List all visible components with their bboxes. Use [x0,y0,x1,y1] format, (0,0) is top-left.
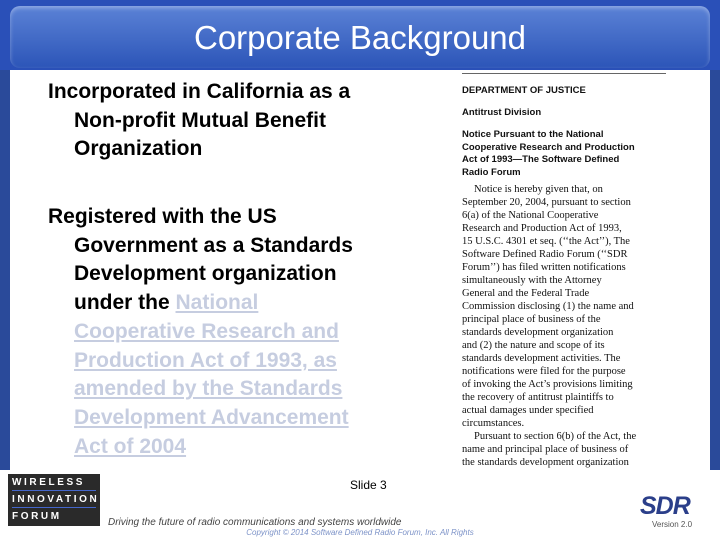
notice-line: and (2) the nature and scope of its [462,340,605,351]
slide-number: Slide 3 [350,478,387,492]
sdr-forum-logo [636,492,708,532]
notice-title-line: Act of 1993—The Software Defined [462,154,620,165]
notice-line: Software Defined Radio Forum (‘‘SDR [462,249,628,260]
logo-row: WIRELESS [12,476,96,491]
copyright-notice: Copyright © 2014 Software Defined Radio Forum, Inc. All Rights [246,528,474,537]
notice-line: notifications were filed for the purpose [462,366,626,377]
act-link[interactable]: National [175,291,259,315]
notice-line: circumstances. [462,418,525,429]
act-link[interactable]: Cooperative Research and [74,319,339,343]
notice-line: simultaneously with the Attorney [462,275,602,286]
doj-notice-image [462,70,676,468]
paragraph-registration [48,203,418,461]
sdr-logo-version: Version 2.0 [652,520,693,529]
notice-line: Notice is hereby given that, on [474,184,603,195]
notice-body [462,183,636,482]
notice-title-line: Cooperative Research and Production [462,141,635,153]
paragraph-line: Registered with the US [48,205,277,228]
notice-line: principal place of business of the [462,314,601,325]
paragraph-line: Development organization [74,262,337,286]
notice-title-line: Notice Pursuant to the National [462,129,604,140]
paragraph-line: Organization [74,137,203,161]
notice-line: General and the Federal Trade [462,288,590,299]
footer-tagline: Driving the future of radio communications and systems worldwide [108,517,402,528]
act-link[interactable]: amended by the Standards [74,377,343,401]
notice-line: the recovery of antitrust plaintiffs to [462,392,614,403]
notice-line: name and principal place of business of [462,444,629,455]
notice-line: actual damages under specified [462,405,594,416]
slide-content [10,70,710,470]
notice-line: September 20, 2004, pursuant to section [462,197,631,208]
logo-row: FORUM [12,511,62,522]
notice-subheading: Antitrust Division [462,107,542,118]
notice-line: Commission disclosing (1) the name and [462,301,634,312]
paragraph-line: Government as a Standards [74,233,353,257]
notice-line: 6(a) of the National Cooperative [462,210,599,221]
notice-line: of invoking the Act’s provisions limiting [462,379,633,390]
notice-line: Research and Production Act of 1993, [462,223,622,234]
paragraph-line: Incorporated in California as a [48,80,351,103]
paragraph-line-mixed [48,289,418,318]
notice-line: standards development organization [462,327,614,338]
act-link[interactable]: Production Act of 1993, as [74,348,337,372]
slide-title: Corporate Background [193,19,527,56]
paragraph-incorporation [48,78,418,164]
paragraph-text: under the [74,291,176,315]
notice-title-line: Radio Forum [462,166,521,178]
logo-row: INNOVATION [12,493,96,508]
notice-top-rule [462,73,666,74]
notice-line: standards development activities. The [462,353,621,364]
act-link[interactable]: Act of 2004 [74,434,187,458]
notice-line: Forum’’) has filed written notifications [462,262,626,273]
notice-heading: DEPARTMENT OF JUSTICE [462,85,586,96]
paragraph-line: Non-profit Mutual Benefit [74,108,326,132]
notice-line: Pursuant to section 6(b) of the Act, the [474,431,637,442]
sdr-logo-text: SDR [640,492,690,520]
wireless-innovation-forum-logo [8,474,100,526]
act-link[interactable]: Development Advancement [74,405,349,429]
notice-line: 15 U.S.C. 4301 et seq. (‘‘the Act’’), The [462,236,630,247]
notice-line: the standards development organization [462,457,629,468]
